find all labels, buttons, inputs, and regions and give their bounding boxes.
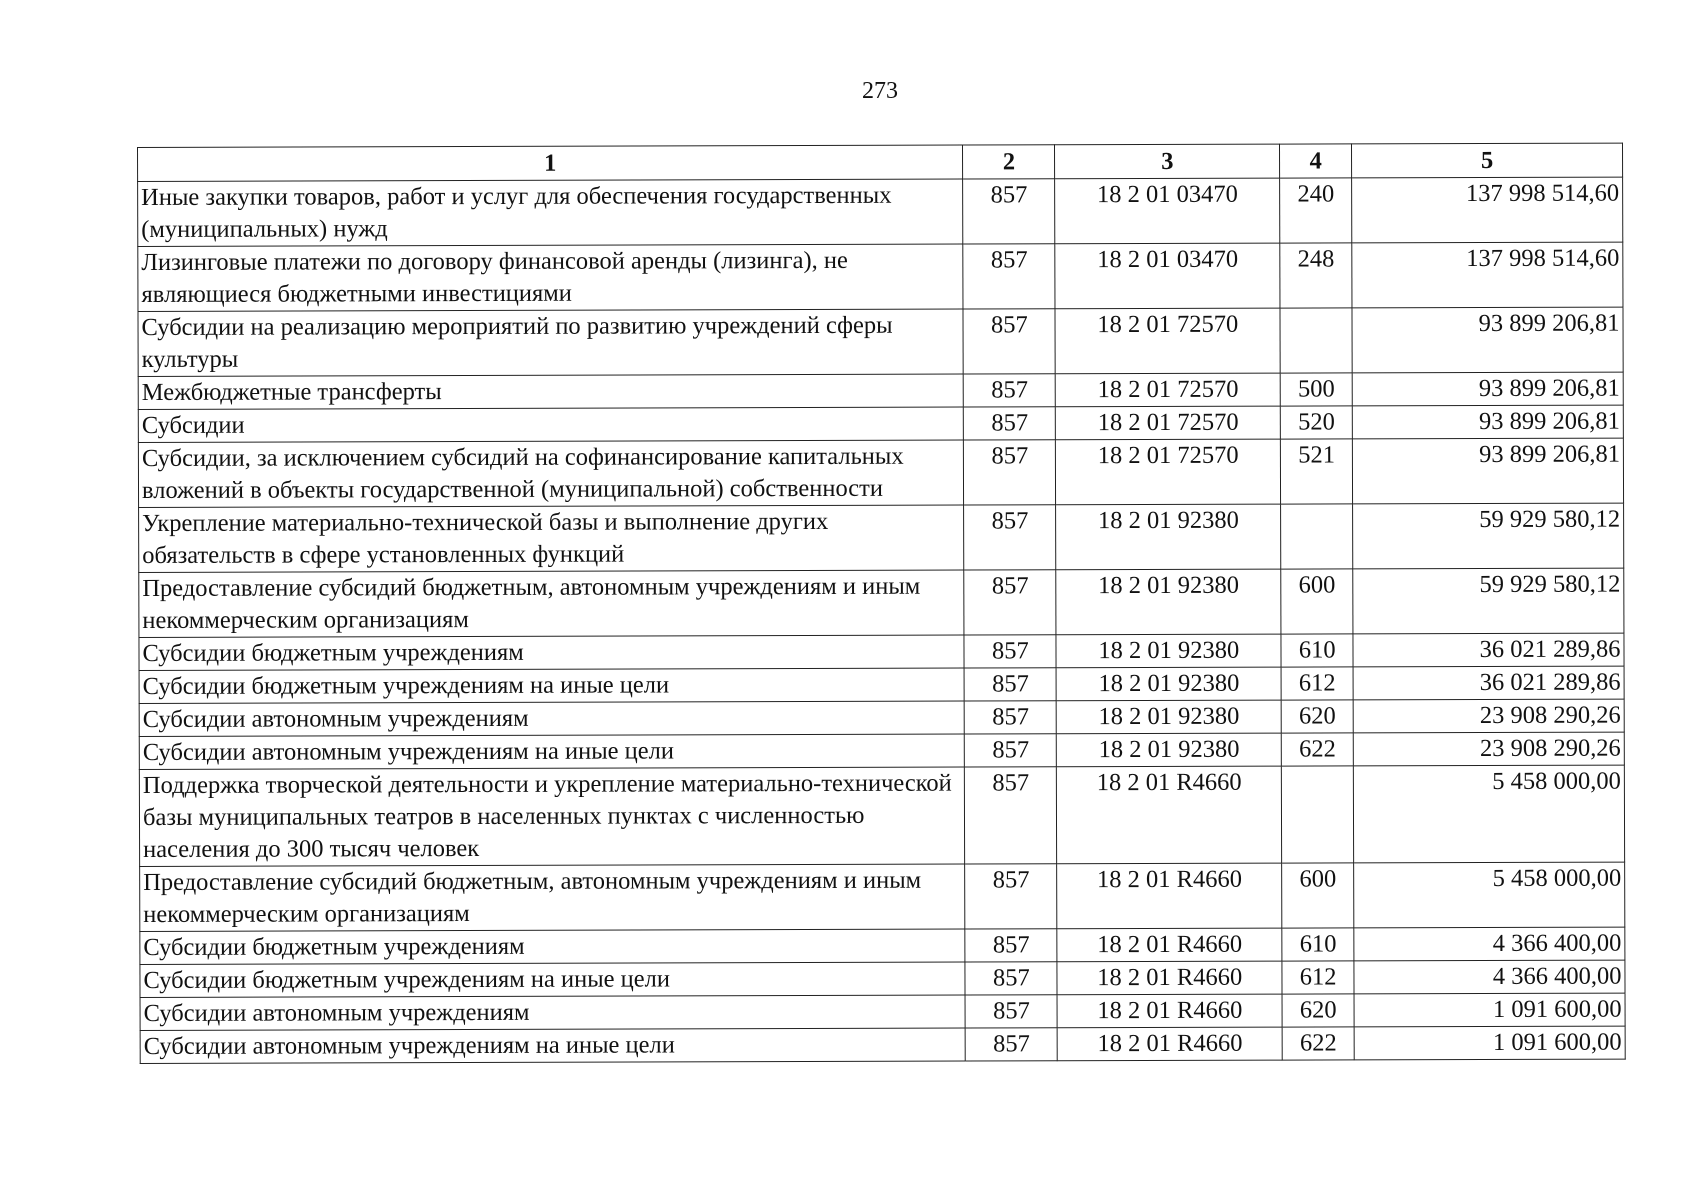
row-target-article: 18 2 01 72570 [1056, 406, 1281, 440]
row-grbs-code: 857 [965, 734, 1057, 767]
row-target-article: 18 2 01 92380 [1056, 569, 1281, 635]
table-row [140, 862, 1625, 931]
row-target-article: 18 2 01 R4660 [1057, 994, 1282, 1028]
row-grbs-code: 857 [963, 179, 1055, 244]
row-target-article: 18 2 01 R4660 [1057, 863, 1282, 929]
row-target-article: 18 2 01 72570 [1055, 308, 1280, 374]
row-name: Субсидии, за исключением субсидий на софинансирование капитальных вложений в объекты государственной (муниципальной) собственности [138, 440, 964, 507]
row-expense-type: 620 [1282, 994, 1354, 1027]
column-header-3: 3 [1055, 144, 1280, 179]
row-grbs-code: 857 [965, 929, 1057, 962]
row-name: Субсидии бюджетным учреждениям [139, 635, 965, 670]
row-name: Лизинговые платежи по договору финансовой аренды (лизинга), не являющиеся бюджетными инвестициями [138, 244, 964, 311]
row-amount: 1 091 600,00 [1354, 1026, 1625, 1060]
row-grbs-code: 857 [965, 962, 1057, 995]
row-name: Предоставление субсидий бюджетным, автономным учреждениям и иным некоммерческим организациям [140, 864, 966, 931]
row-name: Субсидии на реализацию мероприятий по развитию учреждений сферы культуры [138, 309, 964, 376]
row-amount: 93 899 206,81 [1353, 438, 1624, 504]
row-name: Субсидии бюджетным учреждениям [140, 929, 966, 964]
row-name: Субсидии [138, 407, 964, 442]
row-target-article: 18 2 01 R4660 [1057, 961, 1282, 995]
row-expense-type: 620 [1281, 700, 1353, 733]
table-body [138, 177, 1626, 1063]
table-row [140, 960, 1625, 997]
table-row [139, 503, 1624, 572]
row-expense-type: 600 [1282, 863, 1354, 928]
row-grbs-code: 857 [963, 309, 1055, 374]
row-amount: 36 021 289,86 [1353, 666, 1624, 700]
table-row [138, 307, 1623, 376]
row-name: Субсидии автономным учреждениям на иные цели [140, 1028, 966, 1063]
row-expense-type [1282, 766, 1354, 863]
row-target-article: 18 2 01 92380 [1056, 634, 1281, 668]
table-row [138, 405, 1623, 442]
row-expense-type: 500 [1280, 373, 1352, 406]
table-row [139, 699, 1624, 736]
row-grbs-code: 857 [965, 995, 1057, 1028]
row-target-article: 18 2 01 03470 [1055, 243, 1280, 309]
row-grbs-code: 857 [965, 701, 1057, 734]
row-name: Субсидии бюджетным учреждениям на иные цели [140, 962, 966, 997]
table-row [140, 1026, 1625, 1063]
row-name: Субсидии бюджетным учреждениям на иные цели [139, 668, 965, 703]
row-amount: 137 998 514,60 [1352, 242, 1623, 308]
table-row [139, 765, 1624, 866]
row-name: Иные закупки товаров, работ и услуг для обеспечения государственных (муниципальных) нужд [138, 179, 964, 246]
table-row [138, 242, 1623, 311]
row-grbs-code: 857 [964, 505, 1056, 570]
row-amount: 59 929 580,12 [1353, 568, 1624, 634]
row-name: Поддержка творческой деятельности и укрепление материально-технической базы муниципальных театров в населенных пунктах с численностью населения до 300 тысяч человек [139, 767, 965, 866]
table-row [140, 993, 1625, 1030]
row-name: Субсидии автономным учреждениям [139, 701, 965, 736]
row-amount: 23 908 290,26 [1353, 699, 1624, 733]
row-amount: 5 458 000,00 [1354, 862, 1625, 928]
row-amount: 59 929 580,12 [1353, 503, 1624, 569]
row-name: Предоставление субсидий бюджетным, автономным учреждениям и иным некоммерческим организациям [139, 570, 965, 637]
page-number: 273 [862, 78, 898, 104]
row-grbs-code: 857 [965, 767, 1057, 864]
row-target-article: 18 2 01 72570 [1056, 373, 1281, 407]
row-expense-type: 240 [1280, 178, 1352, 243]
row-grbs-code: 857 [966, 1028, 1058, 1061]
row-grbs-code: 857 [964, 668, 1056, 701]
row-expense-type: 600 [1281, 569, 1353, 634]
table-row [139, 732, 1624, 769]
table-row [138, 372, 1623, 409]
row-grbs-code: 857 [964, 635, 1056, 668]
column-header-2: 2 [963, 145, 1055, 179]
table-row [139, 666, 1624, 703]
row-expense-type: 610 [1281, 634, 1353, 667]
row-target-article: 18 2 01 92380 [1056, 504, 1281, 570]
table-row [139, 568, 1624, 637]
row-amount: 137 998 514,60 [1352, 177, 1623, 243]
row-amount: 36 021 289,86 [1353, 633, 1624, 667]
row-name: Субсидии автономным учреждениям на иные цели [139, 734, 965, 769]
row-target-article: 18 2 01 03470 [1055, 178, 1280, 244]
row-target-article: 18 2 01 92380 [1057, 700, 1282, 734]
row-target-article: 18 2 01 92380 [1056, 667, 1281, 701]
row-amount: 4 366 400,00 [1354, 927, 1625, 961]
row-name: Укрепление материально-технической базы и выполнение других обязательств в сфере установленных функций [139, 505, 965, 572]
row-target-article: 18 2 01 72570 [1056, 439, 1281, 505]
row-amount: 23 908 290,26 [1353, 732, 1624, 766]
row-grbs-code: 857 [963, 244, 1055, 309]
row-expense-type: 248 [1280, 243, 1352, 308]
row-amount: 93 899 206,81 [1352, 405, 1623, 439]
row-target-article: 18 2 01 R4660 [1057, 928, 1282, 962]
column-header-5: 5 [1352, 143, 1623, 178]
row-expense-type [1280, 308, 1352, 373]
row-expense-type: 612 [1282, 961, 1354, 994]
column-header-1: 1 [138, 145, 964, 181]
row-expense-type: 622 [1281, 733, 1353, 766]
row-expense-type: 612 [1281, 667, 1353, 700]
row-expense-type [1281, 504, 1353, 569]
table-header [138, 143, 1623, 181]
row-expense-type: 520 [1280, 406, 1352, 439]
row-target-article: 18 2 01 92380 [1057, 733, 1282, 767]
row-amount: 1 091 600,00 [1354, 993, 1625, 1027]
row-grbs-code: 857 [964, 440, 1056, 505]
row-amount: 93 899 206,81 [1352, 307, 1623, 373]
table-row [140, 927, 1625, 964]
row-grbs-code: 857 [965, 864, 1057, 929]
row-grbs-code: 857 [964, 407, 1056, 440]
row-expense-type: 622 [1282, 1027, 1354, 1060]
row-grbs-code: 857 [964, 570, 1056, 635]
row-target-article: 18 2 01 R4660 [1057, 766, 1282, 864]
column-header-4: 4 [1280, 144, 1352, 178]
row-amount: 4 366 400,00 [1354, 960, 1625, 994]
row-expense-type: 610 [1282, 928, 1354, 961]
row-expense-type: 521 [1281, 439, 1353, 504]
table-row [138, 438, 1623, 507]
row-name: Субсидии автономным учреждениям [140, 995, 966, 1030]
row-grbs-code: 857 [964, 374, 1056, 407]
table-row [138, 177, 1623, 246]
row-amount: 5 458 000,00 [1354, 765, 1625, 863]
row-amount: 93 899 206,81 [1352, 372, 1623, 406]
table-row [139, 633, 1624, 670]
header-row [138, 143, 1623, 181]
row-target-article: 18 2 01 R4660 [1057, 1027, 1282, 1061]
row-name: Межбюджетные трансферты [138, 374, 964, 409]
budget-table [137, 143, 1626, 1064]
